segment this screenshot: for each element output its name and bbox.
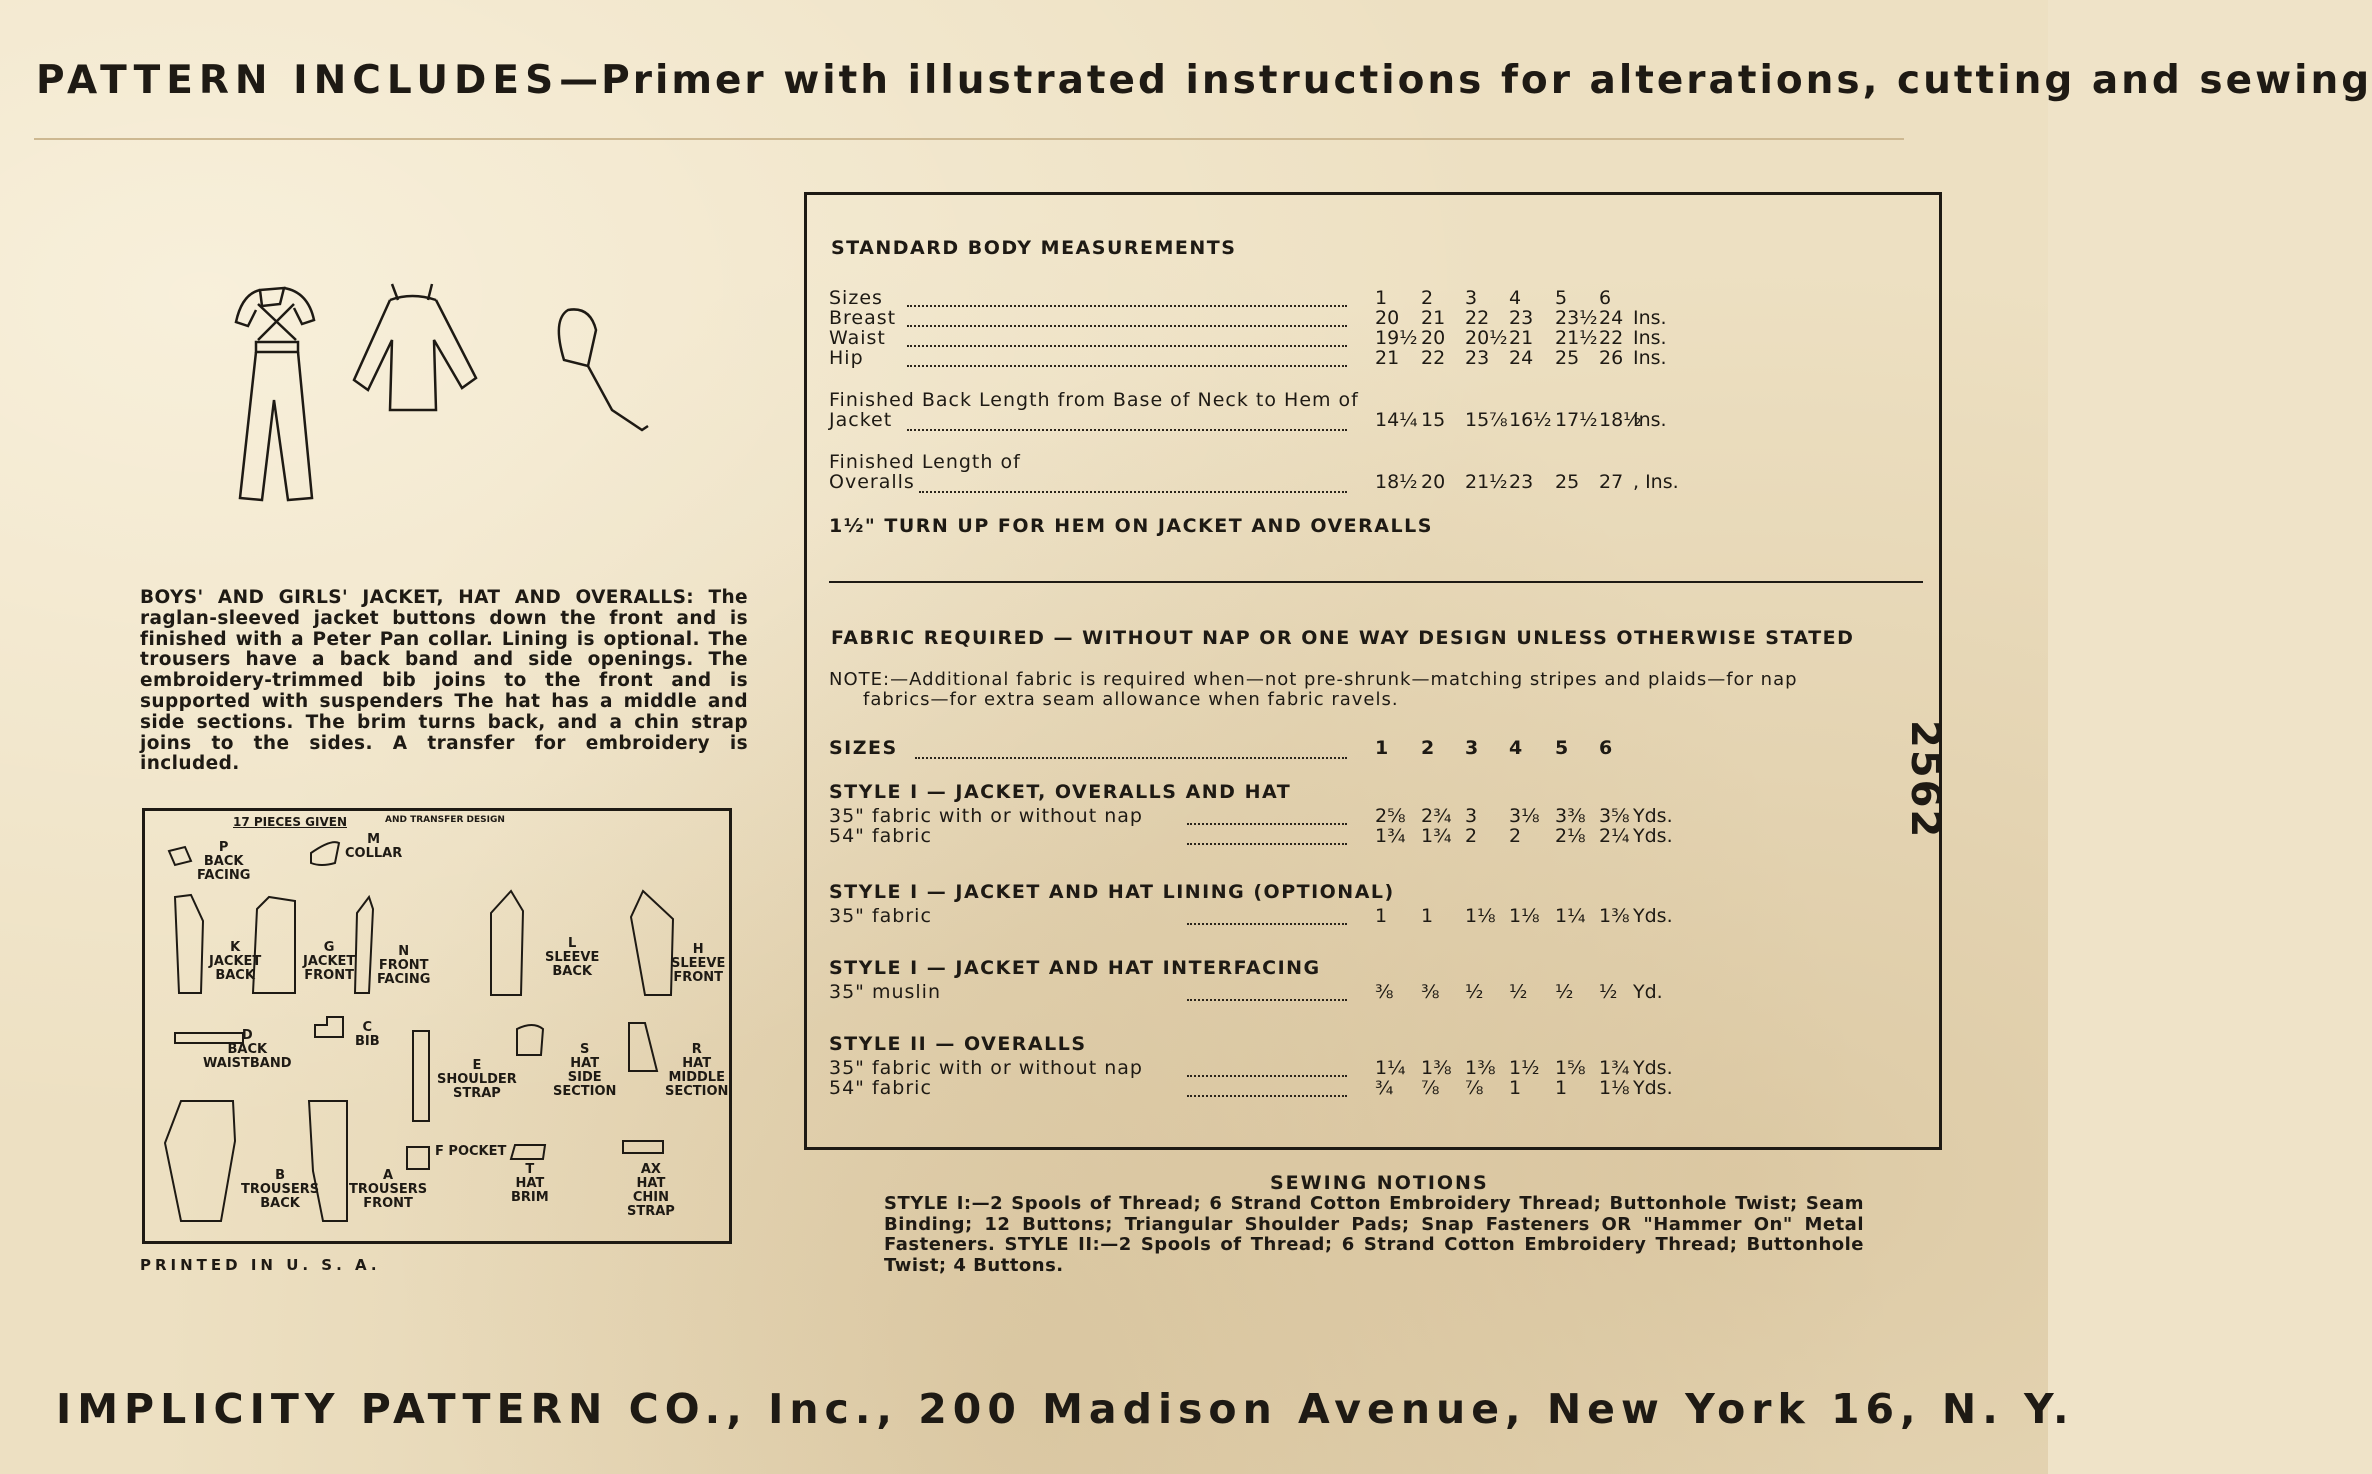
measurement-waist-value-5: 21½ [1555, 327, 1598, 349]
measurement-waist-value-4: 21 [1509, 327, 1534, 349]
measurement-sizes-value-5: 5 [1555, 287, 1568, 309]
measurements-title: STANDARD BODY MEASUREMENTS [831, 237, 1237, 259]
jacket-label: Jacket [829, 409, 893, 431]
measurement-breast-value-6: 24 [1599, 307, 1624, 329]
measurement-hip-value-5: 25 [1555, 347, 1580, 369]
measurement-breast-unit: Ins. [1633, 307, 1667, 329]
jacket-value-6: 18½ [1599, 409, 1642, 431]
style-3-row-1-label: 35" muslin [829, 981, 942, 1003]
measurement-hip-value-3: 23 [1465, 347, 1490, 369]
fabric-title: FABRIC REQUIRED — WITHOUT NAP OR ONE WAY DESIGN UNLESS OTHERWISE STATED [831, 627, 1855, 649]
leader-dots [907, 325, 1347, 327]
leader-dots [1187, 999, 1347, 1001]
fabric-size-3: 3 [1465, 737, 1479, 759]
overalls-illustration [236, 288, 314, 500]
style-4-row-1-value-4: 1½ [1509, 1057, 1540, 1079]
measurement-sizes-value-2: 2 [1421, 287, 1434, 309]
pieces-header-extra: AND TRANSFER DESIGN [385, 815, 505, 825]
jacket-value-1: 14¼ [1375, 409, 1418, 431]
piece-g: G JACKET FRONT [303, 940, 356, 983]
measurement-waist-value-1: 19½ [1375, 327, 1418, 349]
style-heading-4: STYLE II — OVERALLS [829, 1033, 1087, 1055]
style-4-row-2-value-6: 1⅛ [1599, 1077, 1630, 1099]
measurement-chart [804, 192, 1942, 1150]
jacket-value-3: 15⅞ [1465, 409, 1508, 431]
pattern-description: BOYS' AND GIRLS' JACKET, HAT AND OVERALLS: The raglan-sleeved jacket buttons down the front and is finished with a Peter Pan collar. Lining is optional. The trousers have a back band and side openings. The embroidery-trimmed bib joins to the front and is supported with suspenders The hat has a middle and side sections. The brim turns back, and a chin strap joins to the sides. A transfer for embroidery is included. [140, 587, 748, 775]
company-address: IMPLICITY PATTERN CO., Inc., 200 Madison Avenue, New York 16, N. Y. [56, 1385, 2075, 1433]
piece-ax: AX HAT CHIN STRAP [627, 1162, 675, 1219]
style-4-row-2-value-5: 1 [1555, 1077, 1568, 1099]
overalls-value-3: 21½ [1465, 471, 1508, 493]
measurement-breast-value-3: 22 [1465, 307, 1490, 329]
leader-dots [1187, 1095, 1347, 1097]
sewing-notions-title: SEWING NOTIONS [1270, 1172, 1489, 1194]
style-3-row-1-value-1: ⅜ [1375, 981, 1394, 1003]
style-1-row-2-value-6: 2¼ [1599, 825, 1630, 847]
style-2-row-1-value-2: 1 [1421, 905, 1434, 927]
leader-dots [1187, 823, 1347, 825]
measurement-hip-value-4: 24 [1509, 347, 1534, 369]
measurement-hip-unit: Ins. [1633, 347, 1667, 369]
style-4-row-1-label: 35" fabric with or without nap [829, 1057, 1143, 1079]
style-heading-1: STYLE I — JACKET, OVERALLS AND HAT [829, 781, 1292, 803]
pattern-pieces-diagram [142, 808, 732, 1244]
piece-d: D BACK WAISTBAND [203, 1028, 292, 1071]
sewing-notions-text: STYLE I:—2 Spools of Thread; 6 Strand Cotton Embroidery Thread; Buttonhole Twist; Seam Binding; 12 Buttons; Triangular Shoulder Pads; Snap Fasteners OR "Hammer On" Metal Fasteners. STYLE II:—2 Spools of Thread; 6 Strand Cotton Embroidery Thread; Buttonhole Twist; 4 Buttons. [884, 1193, 1864, 1276]
overalls-value-2: 20 [1421, 471, 1446, 493]
overalls-value-6: 27 [1599, 471, 1624, 493]
measurement-waist-value-2: 20 [1421, 327, 1446, 349]
piece-m: M COLLAR [345, 832, 403, 861]
piece-c: C BIB [355, 1020, 380, 1049]
piece-p: P BACK FACING [197, 840, 251, 883]
jacket-value-2: 15 [1421, 409, 1446, 431]
fabric-note-2: fabrics—for extra seam allowance when fabric ravels. [863, 689, 1399, 710]
style-4-row-2-value-2: ⅞ [1421, 1077, 1440, 1099]
piece-t: T HAT BRIM [511, 1162, 549, 1205]
style-4-row-2-value-3: ⅞ [1465, 1077, 1484, 1099]
style-1-row-1-label: 35" fabric with or without nap [829, 805, 1143, 827]
fabric-size-1: 1 [1375, 737, 1389, 759]
style-3-row-1-value-2: ⅜ [1421, 981, 1440, 1003]
measurement-label-hip: Hip [829, 347, 864, 369]
overalls-length-label: Finished Length of [829, 451, 1021, 473]
style-1-row-2-value-4: 2 [1509, 825, 1522, 847]
measurement-label-sizes: Sizes [829, 287, 883, 309]
overalls-dots [919, 491, 1347, 493]
style-4-row-1-value-5: 1⅝ [1555, 1057, 1586, 1079]
style-1-row-2-value-5: 2⅛ [1555, 825, 1586, 847]
leader-dots [1187, 843, 1347, 845]
piece-r: R HAT MIDDLE SECTION [665, 1042, 729, 1099]
measurement-label-breast: Breast [829, 307, 897, 329]
measurement-breast-value-2: 21 [1421, 307, 1446, 329]
piece-b: B TROUSERS BACK [241, 1168, 320, 1211]
style-4-row-1-value-2: 1⅜ [1421, 1057, 1452, 1079]
style-1-row-2-unit: Yds. [1633, 825, 1673, 847]
jacket-length-label: Finished Back Length from Base of Neck to Hem of [829, 389, 1359, 411]
style-2-row-1-value-3: 1⅛ [1465, 905, 1496, 927]
hem-note: 1½" TURN UP FOR HEM ON JACKET AND OVERALLS [829, 515, 1433, 537]
leader-dots [907, 345, 1347, 347]
style-2-row-1-label: 35" fabric [829, 905, 932, 927]
overalls-value-1: 18½ [1375, 471, 1418, 493]
measurement-hip-value-1: 21 [1375, 347, 1400, 369]
style-1-row-1-value-6: 3⅝ [1599, 805, 1630, 827]
jacket-illustration [354, 284, 476, 410]
measurement-breast-value-4: 23 [1509, 307, 1534, 329]
piece-s: S HAT SIDE SECTION [553, 1042, 617, 1099]
measurement-breast-value-5: 23½ [1555, 307, 1598, 329]
jacket-unit: Ins. [1633, 409, 1667, 431]
style-3-row-1-value-4: ½ [1509, 981, 1528, 1003]
fabric-size-5: 5 [1555, 737, 1569, 759]
leader-dots [907, 365, 1347, 367]
piece-l: L SLEEVE BACK [545, 936, 600, 979]
style-1-row-1-value-5: 3⅜ [1555, 805, 1586, 827]
leader-dots [907, 305, 1347, 307]
overalls-label: Overalls [829, 471, 915, 493]
measurement-sizes-value-6: 6 [1599, 287, 1612, 309]
style-heading-2: STYLE I — JACKET AND HAT LINING (OPTIONAL) [829, 881, 1395, 903]
measurement-sizes-value-4: 4 [1509, 287, 1522, 309]
style-1-row-2-value-3: 2 [1465, 825, 1478, 847]
style-3-row-1-value-3: ½ [1465, 981, 1484, 1003]
measurement-hip-value-2: 22 [1421, 347, 1446, 369]
jacket-value-5: 17½ [1555, 409, 1598, 431]
style-4-row-2-value-1: ¾ [1375, 1077, 1394, 1099]
overalls-unit: , Ins. [1633, 471, 1679, 493]
leader-dots [1187, 1075, 1347, 1077]
measurement-waist-value-6: 22 [1599, 327, 1624, 349]
garment-illustrations [222, 270, 662, 510]
style-2-row-1-value-1: 1 [1375, 905, 1388, 927]
style-1-row-1-value-2: 2¾ [1421, 805, 1452, 827]
style-heading-3: STYLE I — JACKET AND HAT INTERFACING [829, 957, 1321, 979]
piece-n: N FRONT FACING [377, 944, 431, 987]
fabric-sizes-label: SIZES [829, 737, 898, 759]
fabric-size-6: 6 [1599, 737, 1613, 759]
fold-line [34, 138, 1904, 140]
fabric-size-4: 4 [1509, 737, 1523, 759]
measurement-hip-value-6: 26 [1599, 347, 1624, 369]
style-3-row-1-unit: Yd. [1633, 981, 1663, 1003]
style-2-row-1-value-6: 1⅜ [1599, 905, 1630, 927]
style-3-row-1-value-5: ½ [1555, 981, 1574, 1003]
pieces-header: 17 PIECES GIVEN [233, 815, 347, 829]
style-1-row-2-value-1: 1¾ [1375, 825, 1406, 847]
style-3-row-1-value-6: ½ [1599, 981, 1618, 1003]
measurement-label-waist: Waist [829, 327, 886, 349]
piece-e: E SHOULDER STRAP [437, 1058, 517, 1101]
overalls-value-4: 23 [1509, 471, 1534, 493]
style-2-row-1-value-5: 1¼ [1555, 905, 1586, 927]
style-1-row-1-value-4: 3⅛ [1509, 805, 1540, 827]
style-4-row-1-unit: Yds. [1633, 1057, 1673, 1079]
measurement-breast-value-1: 20 [1375, 307, 1400, 329]
piece-f: F POCKET [435, 1144, 507, 1159]
printed-in-usa: PRINTED IN U. S. A. [140, 1256, 381, 1274]
jacket-dots [907, 429, 1347, 431]
style-4-row-2-unit: Yds. [1633, 1077, 1673, 1099]
style-4-row-1-value-3: 1⅜ [1465, 1057, 1496, 1079]
style-2-row-1-value-4: 1⅛ [1509, 905, 1540, 927]
style-4-row-1-value-6: 1¾ [1599, 1057, 1630, 1079]
style-1-row-1-unit: Yds. [1633, 805, 1673, 827]
style-1-row-1-value-1: 2⅝ [1375, 805, 1406, 827]
piece-a: A TROUSERS FRONT [349, 1168, 428, 1211]
measurement-sizes-value-3: 3 [1465, 287, 1478, 309]
style-4-row-1-value-1: 1¼ [1375, 1057, 1406, 1079]
chart-divider [829, 581, 1923, 583]
style-4-row-2-value-4: 1 [1509, 1077, 1522, 1099]
fabric-sizes-dots [915, 757, 1347, 759]
style-2-row-1-unit: Yds. [1633, 905, 1673, 927]
measurement-waist-value-3: 20½ [1465, 327, 1508, 349]
style-1-row-1-value-3: 3 [1465, 805, 1478, 827]
style-1-row-2-value-2: 1¾ [1421, 825, 1452, 847]
fabric-size-2: 2 [1421, 737, 1435, 759]
hat-illustration [559, 309, 648, 430]
pattern-number: 2562 [1902, 720, 1948, 840]
overalls-value-5: 25 [1555, 471, 1580, 493]
jacket-value-4: 16½ [1509, 409, 1552, 431]
pattern-includes-heading: PATTERN INCLUDES—Primer with illustrated instructions for alterations, cutting and sewing [36, 58, 2372, 103]
piece-h: H SLEEVE FRONT [671, 942, 726, 985]
style-1-row-2-label: 54" fabric [829, 825, 932, 847]
measurement-waist-unit: Ins. [1633, 327, 1667, 349]
leader-dots [1187, 923, 1347, 925]
fabric-note-1: NOTE:—Additional fabric is required when—not pre-shrunk—matching stripes and plaids—for nap [829, 669, 1798, 690]
style-4-row-2-label: 54" fabric [829, 1077, 932, 1099]
piece-k: K JACKET BACK [209, 940, 262, 983]
measurement-sizes-value-1: 1 [1375, 287, 1388, 309]
